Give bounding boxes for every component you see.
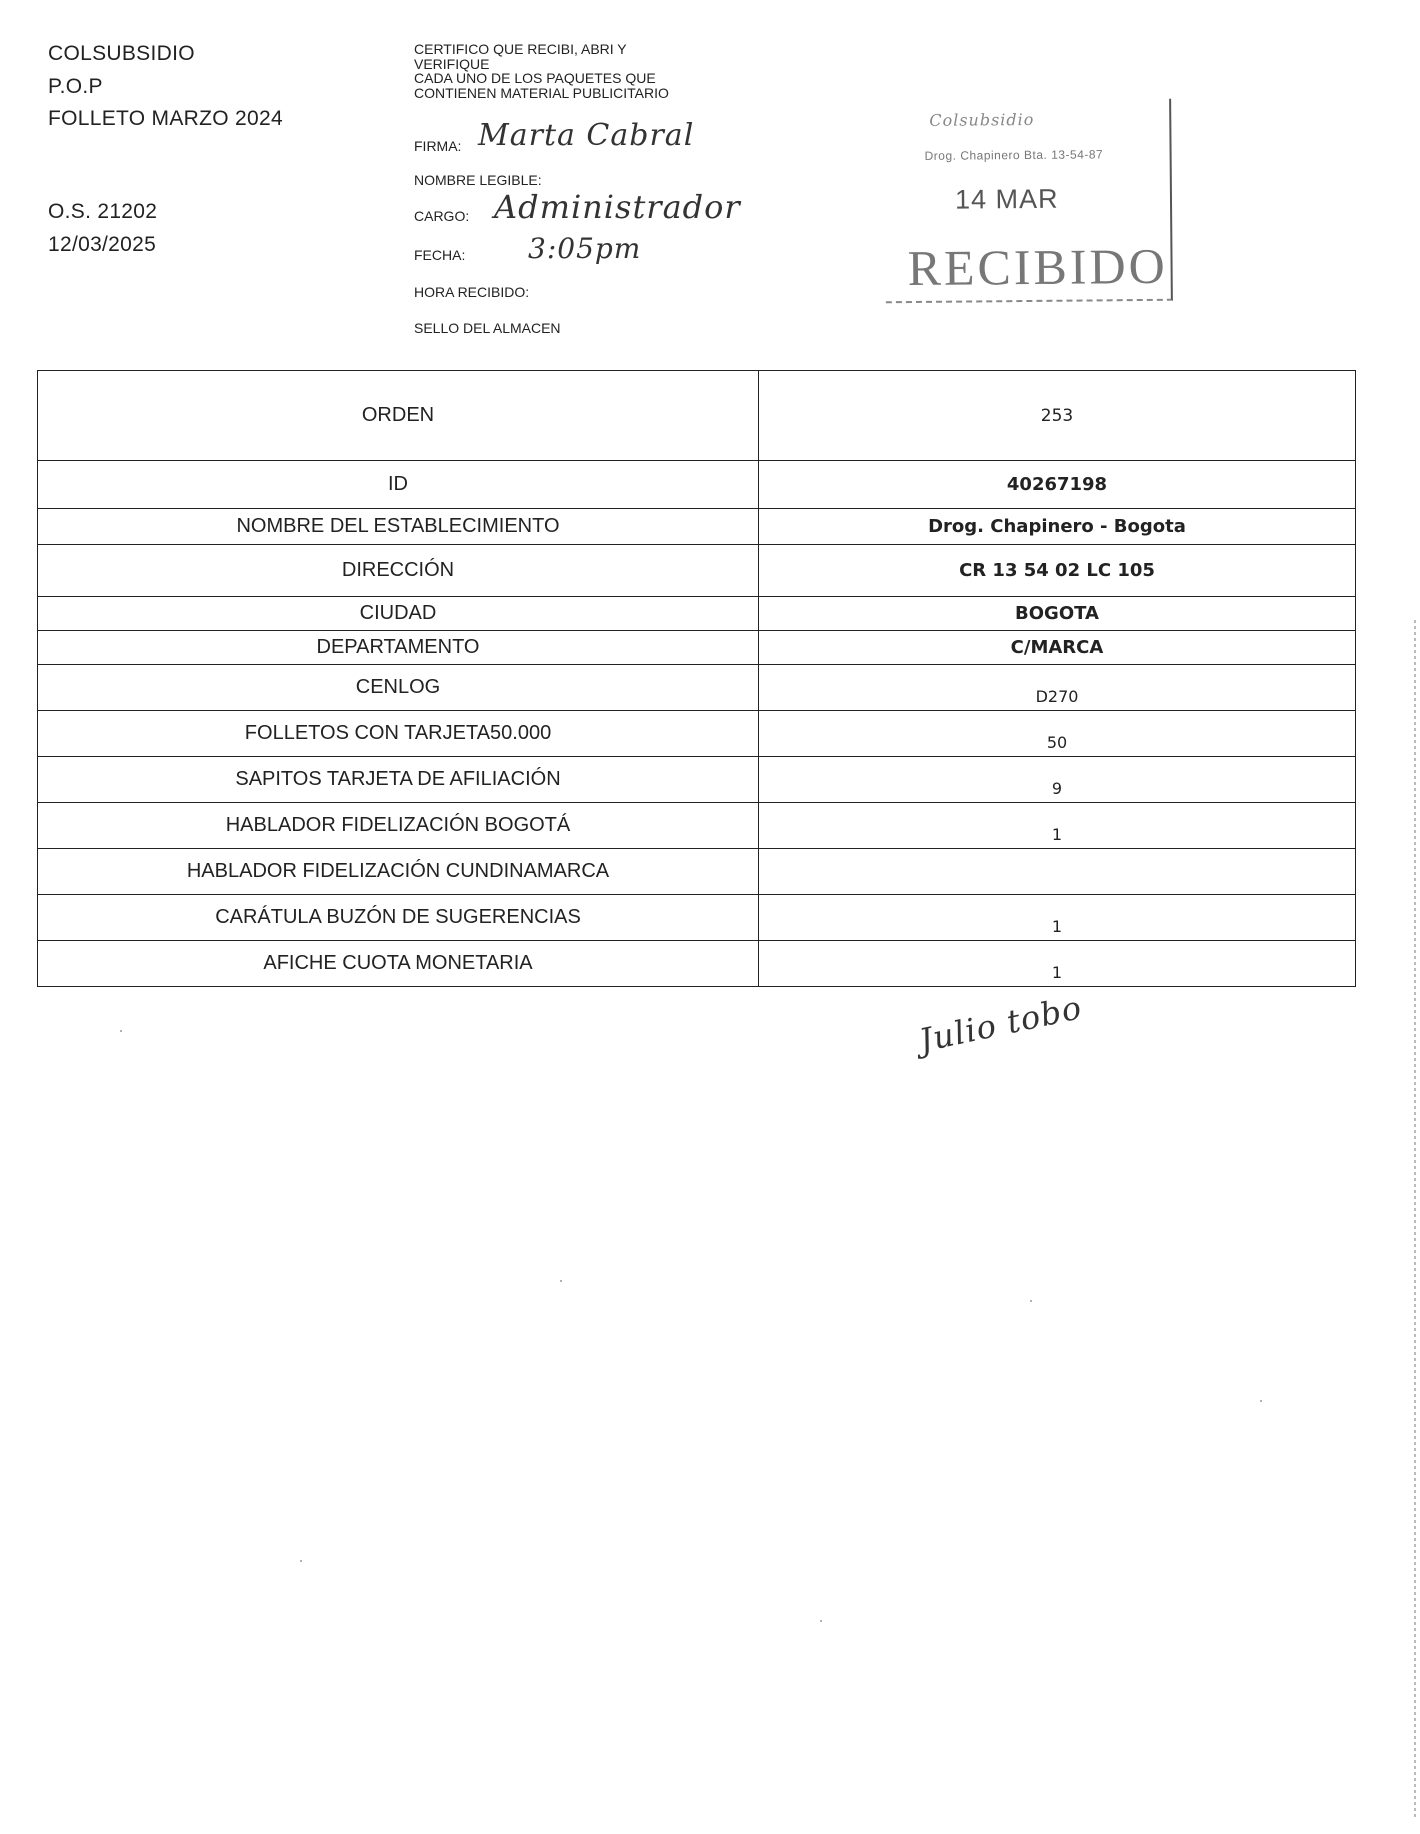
stamp-brand: Colsubsidio	[929, 109, 1035, 130]
stamp-date: 14 MAR	[954, 183, 1059, 215]
scan-speck	[1260, 1400, 1262, 1402]
row-value: 1	[1051, 962, 1063, 982]
scan-speck	[560, 1280, 562, 1282]
table-row	[38, 665, 1356, 711]
cert-line-4: CONTIENEN MATERIAL PUBLICITARIO	[414, 85, 669, 102]
table-row	[38, 545, 1356, 597]
row-value: BOGOTA	[759, 597, 1356, 631]
row-label: AFICHE CUOTA MONETARIA	[38, 941, 759, 987]
cert-line-2: VERIFIQUE	[414, 55, 490, 72]
certification-block	[414, 42, 744, 101]
table-row	[38, 631, 1356, 665]
row-value: 9	[1051, 778, 1063, 798]
row-value: 1	[1051, 824, 1063, 844]
nombre-legible-label: NOMBRE LEGIBLE:	[414, 172, 542, 188]
scan-edge-artifact	[1414, 620, 1416, 1820]
row-value: 1	[1051, 916, 1063, 936]
stamp-status: RECIBIDO	[907, 237, 1168, 297]
row-label: NOMBRE DEL ESTABLECIMIENTO	[38, 509, 759, 545]
header-left	[48, 38, 283, 136]
order-service-block	[48, 196, 157, 261]
table-row	[38, 941, 1356, 987]
sello-almacen-label: SELLO DEL ALMACEN	[414, 320, 561, 336]
row-label: FOLLETOS CON TARJETA50.000	[38, 711, 759, 757]
order-service-number: O.S. 21202	[48, 200, 158, 223]
delivery-table	[37, 370, 1356, 987]
table-row	[38, 757, 1356, 803]
row-value: Drog. Chapinero - Bogota	[759, 509, 1356, 545]
cert-line-1: CERTIFICO QUE RECIBI, ABRI Y	[414, 41, 627, 57]
row-label: CIUDAD	[38, 597, 759, 631]
table-row	[38, 711, 1356, 757]
table-row	[38, 597, 1356, 631]
row-label: HABLADOR FIDELIZACIÓN CUNDINAMARCA	[38, 849, 759, 895]
table-row	[38, 895, 1356, 941]
table-row	[38, 803, 1356, 849]
row-label: SAPITOS TARJETA DE AFILIACIÓN	[38, 757, 759, 803]
row-value: 40267198	[759, 461, 1356, 509]
row-value: 253	[759, 371, 1356, 461]
order-service-date: 12/03/2025	[48, 232, 157, 256]
row-value: D270	[1035, 686, 1079, 706]
scan-speck	[1030, 1300, 1032, 1302]
firma-signature: Marta Cabral	[478, 118, 695, 153]
row-label: DIRECCIÓN	[38, 545, 759, 597]
row-value: C/MARCA	[759, 631, 1356, 665]
table-row	[38, 461, 1356, 509]
hora-recibido-label: HORA RECIBIDO:	[414, 284, 530, 300]
fecha-handwritten: 3:05pm	[528, 232, 642, 265]
row-label: HABLADOR FIDELIZACIÓN BOGOTÁ	[38, 803, 759, 849]
row-label: CARÁTULA BUZÓN DE SUGERENCIAS	[38, 895, 759, 941]
cert-line-3: CADA UNO DE LOS PAQUETES QUE	[414, 70, 656, 87]
cargo-handwritten: Administrador	[494, 188, 741, 226]
table-row	[38, 849, 1356, 895]
row-label: DEPARTAMENTO	[38, 631, 759, 665]
pop-label: P.O.P	[48, 74, 103, 98]
row-value: CR 13 54 02 LC 105	[759, 545, 1356, 597]
received-stamp	[884, 99, 1173, 303]
row-label: ID	[38, 461, 759, 509]
company-name: COLSUBSIDIO	[48, 42, 195, 65]
stamp-store-line: Drog. Chapinero Bta. 13-54-87	[924, 147, 1104, 163]
table-row	[38, 509, 1356, 545]
certification-text	[414, 42, 744, 101]
folleto-title: FOLLETO MARZO 2024	[48, 107, 283, 131]
scan-speck	[120, 1030, 122, 1032]
table-row	[38, 371, 1356, 461]
scan-speck	[820, 1620, 822, 1622]
row-label: ORDEN	[38, 371, 759, 461]
row-value: 50	[1046, 732, 1068, 752]
cargo-label: CARGO:	[414, 208, 470, 224]
fecha-label: FECHA:	[414, 247, 466, 263]
firma-label: FIRMA:	[414, 138, 462, 154]
scan-speck	[300, 1560, 302, 1562]
handwritten-name: Julio tobo	[915, 988, 1086, 1060]
row-label: CENLOG	[38, 665, 759, 711]
